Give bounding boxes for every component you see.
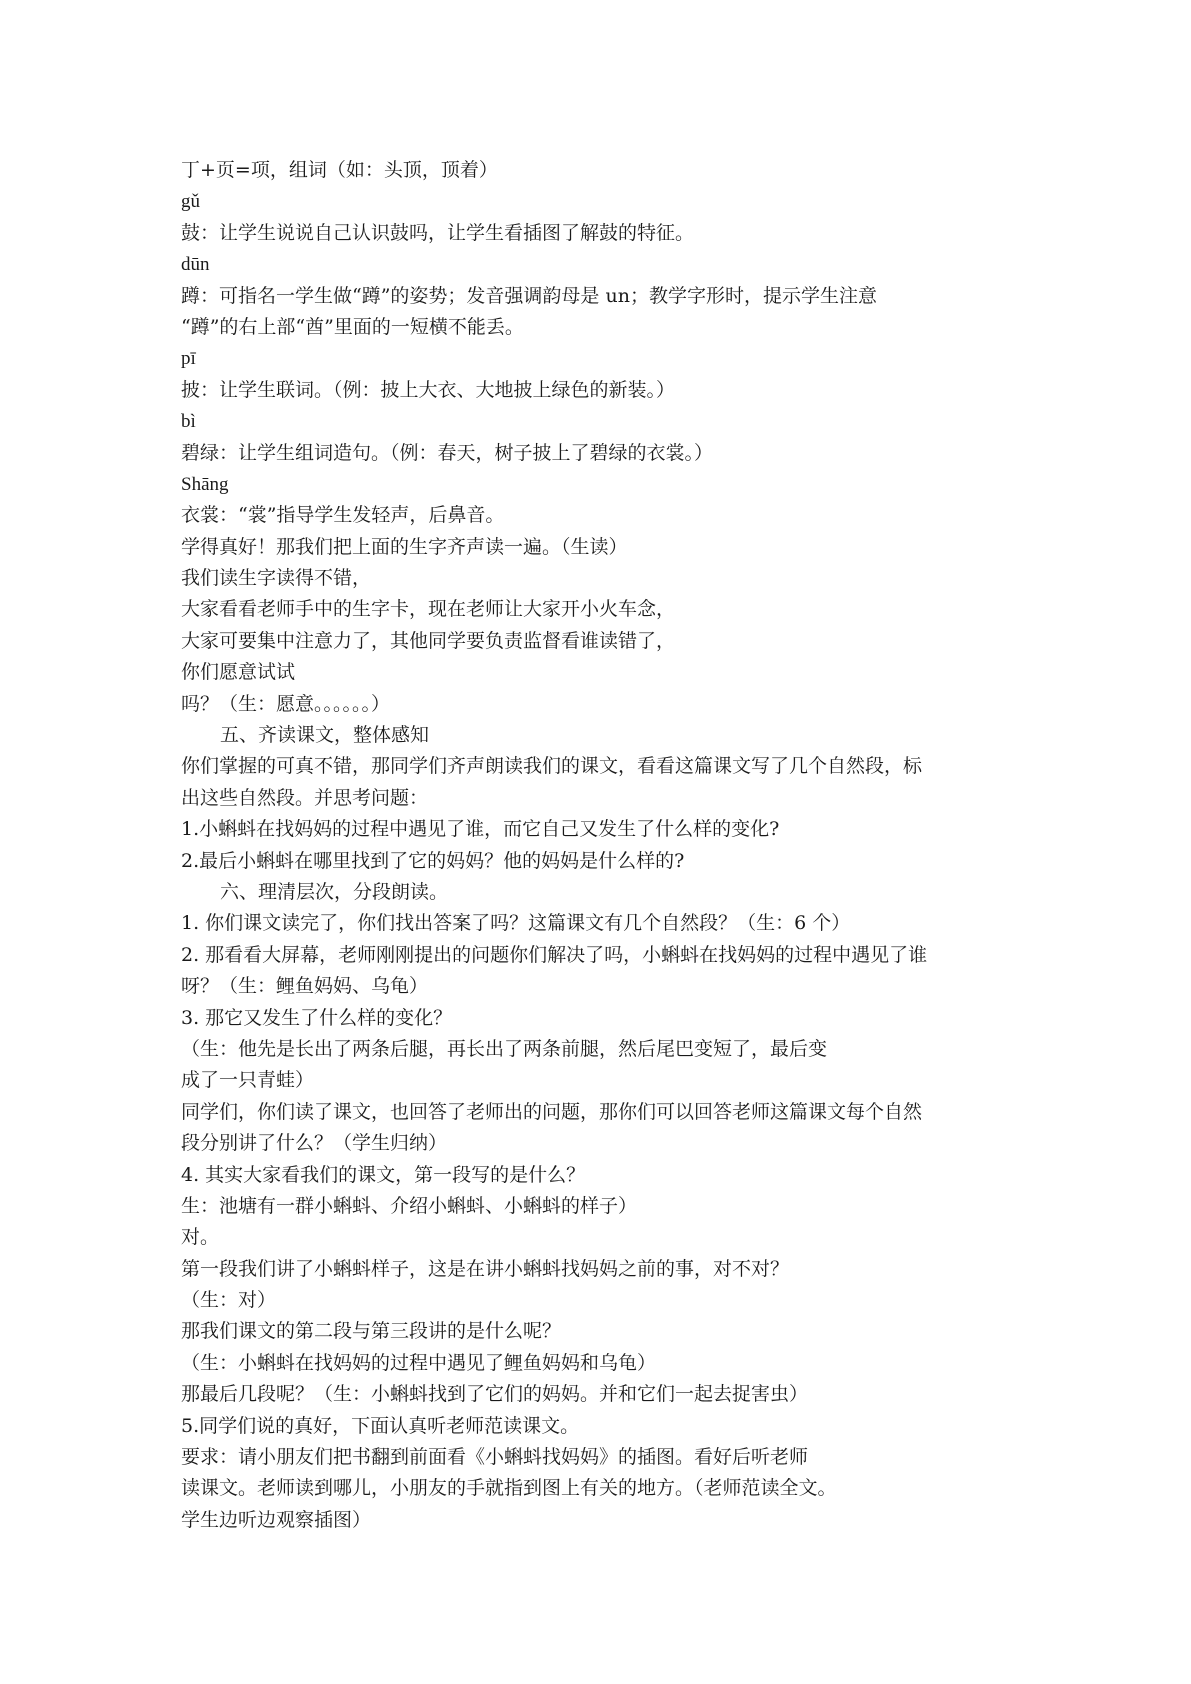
text-line: 鼓：让学生说说自己认识鼓吗，让学生看插图了解鼓的特征。 bbox=[181, 221, 695, 244]
text-line: 碧绿：让学生组词造句。（例：春天，树子披上了碧绿的衣裳。） bbox=[181, 441, 714, 464]
pinyin-line: Shāng bbox=[181, 473, 229, 495]
text-line: 出这些自然段。并思考问题： bbox=[181, 786, 429, 809]
text-line: 呀？（生：鲤鱼妈妈、乌龟） bbox=[181, 975, 429, 998]
text-line: 同学们，你们读了课文，也回答了老师出的问题，那你们可以回答老师这篇课文每个自然 bbox=[181, 1100, 923, 1123]
document-body bbox=[181, 155, 1026, 1536]
text-line: 段分别讲了什么？（学生归纳） bbox=[181, 1132, 448, 1155]
text-line: 第一段我们讲了小蝌蚪样子，这是在讲小蝌蚪找妈妈之前的事，对不对？ bbox=[181, 1257, 790, 1280]
text-line: （生：小蝌蚪在找妈妈的过程中遇见了鲤鱼妈妈和乌龟） bbox=[181, 1351, 657, 1374]
text-line: 3. 那它又发生了什么样的变化？ bbox=[181, 1006, 453, 1029]
text-line: 那最后几段呢？（生：小蝌蚪找到了它们的妈妈。并和它们一起去捉害虫） bbox=[181, 1383, 809, 1406]
text-line: 蹲：可指名一学生做“蹲”的姿势；发音强调韵母是 un；教学字形时，提示学生注意 bbox=[181, 284, 877, 307]
text-line: 你们掌握的可真不错，那同学们齐声朗读我们的课文，看看这篇课文写了几个自然段，标 bbox=[181, 755, 923, 778]
section-heading: 六、理清层次，分段朗读。 bbox=[220, 880, 449, 903]
text-line: 4. 其实大家看我们的课文，第一段写的是什么？ bbox=[181, 1163, 586, 1186]
pinyin-line: pī bbox=[181, 348, 196, 370]
text-line: 吗？（生：愿意。。。。。。） bbox=[181, 692, 391, 715]
section-heading: 五、齐读课文，整体感知 bbox=[220, 724, 430, 747]
text-line: 那我们课文的第二段与第三段讲的是什么呢？ bbox=[181, 1320, 562, 1343]
text-line: 大家可要集中注意力了，其他同学要负责监督看谁读错了， bbox=[181, 629, 676, 652]
text-line: 学得真好！那我们把上面的生字齐声读一遍。（生读） bbox=[181, 535, 628, 558]
text-line: 5.同学们说的真好，下面认真听老师范读课文。 bbox=[181, 1414, 580, 1437]
text-line: 1.小蝌蚪在找妈妈的过程中遇见了谁，而它自己又发生了什么样的变化? bbox=[181, 818, 780, 841]
text-line: 读课文。老师读到哪儿，小朋友的手就指到图上有关的地方。（老师范读全文。 bbox=[181, 1477, 837, 1500]
text-line: 我们读生字读得不错， bbox=[181, 567, 372, 590]
text-line: 你们愿意试试 bbox=[181, 661, 296, 684]
pinyin-line: bì bbox=[181, 411, 196, 433]
pinyin-line: dūn bbox=[181, 254, 210, 276]
text-line: （生：对） bbox=[181, 1289, 277, 1312]
text-line: 对。 bbox=[181, 1226, 220, 1249]
pinyin-line: gǔ bbox=[181, 191, 200, 213]
text-line: （生：他先是长出了两条后腿，再长出了两条前腿，然后尾巴变短了，最后变 bbox=[181, 1037, 828, 1060]
text-line: 披：让学生联词。（例：披上大衣、大地披上绿色的新装。） bbox=[181, 378, 676, 401]
text-line: 丁+页=项，组词（如：头顶，顶着） bbox=[181, 159, 498, 181]
text-line: 衣裳：“裳”指导学生发轻声，后鼻音。 bbox=[181, 504, 505, 527]
text-line: 2.最后小蝌蚪在哪里找到了它的妈妈？他的妈妈是什么样的? bbox=[181, 849, 685, 872]
text-line: 生：池塘有一群小蝌蚪、介绍小蝌蚪、小蝌蚪的样子） bbox=[181, 1194, 638, 1217]
text-line: 成了一只青蛙） bbox=[181, 1069, 315, 1092]
text-line: 大家看看老师手中的生字卡，现在老师让大家开小火车念， bbox=[181, 598, 676, 621]
text-line: 要求：请小朋友们把书翻到前面看《小蝌蚪找妈妈》的插图。看好后听老师 bbox=[181, 1446, 809, 1469]
text-line: 学生边听边观察插图） bbox=[181, 1508, 372, 1531]
text-line: 1. 你们课文读完了，你们找出答案了吗？这篇课文有几个自然段？（生：6 个） bbox=[181, 912, 851, 935]
text-line: 2. 那看看大屏幕，老师刚刚提出的问题你们解决了吗，小蝌蚪在找妈妈的过程中遇见了谁 bbox=[181, 943, 928, 966]
text-line: “蹲”的右上部“酋”里面的一短横不能丢。 bbox=[181, 315, 524, 338]
